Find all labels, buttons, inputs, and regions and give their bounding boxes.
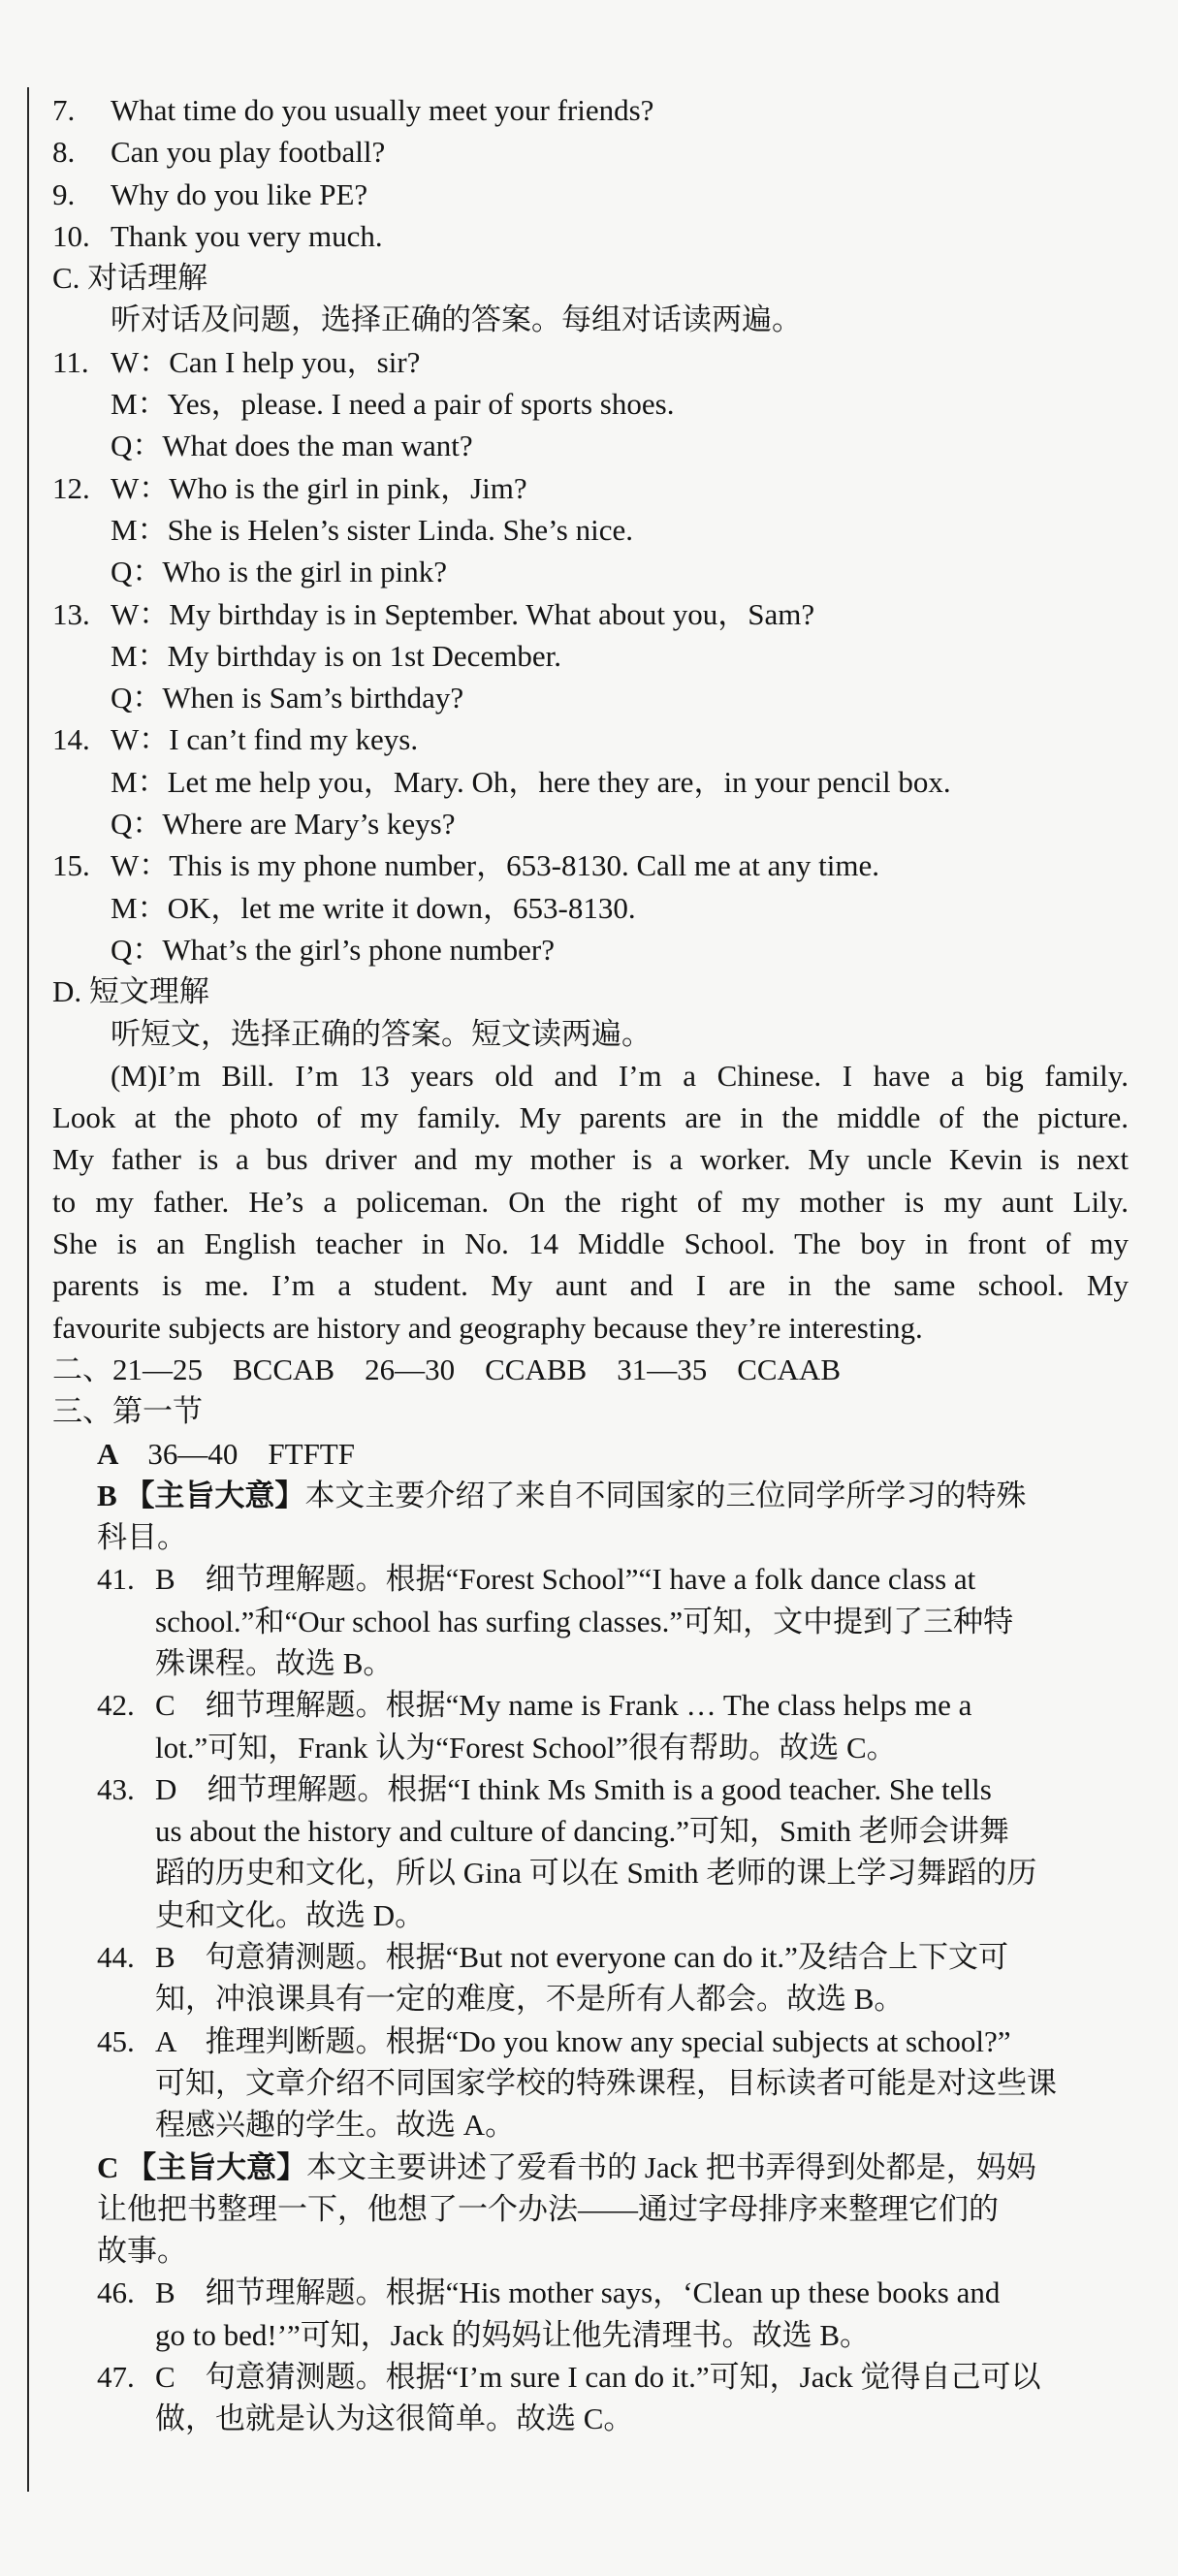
section-c-title: C. 对话理解 — [52, 261, 208, 296]
answer-line: 47. C 句意猜测题。根据“I’m sure I can do it.”可知，Jack 觉得自己可以 — [97, 2360, 1041, 2395]
question-line: 7. What time do you usually meet your friends? — [52, 93, 654, 127]
dialogue-m: M：Let me help you，Mary. Oh，here they are，in your pencil box. — [111, 764, 951, 799]
answer-line: 43. D 细节理解题。根据“I think Ms Smith is a good teacher. She tells — [97, 1771, 992, 1806]
answer-line: 做，也就是认为这很简单。故选 C。 — [155, 2401, 634, 2436]
dialogue-w: 12. W：Who is the girl in pink，Jim? — [52, 470, 527, 505]
answer-line: 44. B 句意猜测题。根据“But not everyone can do it.”及结合上下文可 — [97, 1940, 1008, 1975]
answer-line: 蹈的历史和文化，所以 Gina 可以在 Smith 老师的课上学习舞蹈的历 — [155, 1856, 1037, 1891]
answer-line: 41. B 细节理解题。根据“Forest School”“I have a folk dance class at — [97, 1562, 976, 1597]
part2-answers: 二、21—25 BCCAB 26—30 CCABB 31—35 CCAAB — [52, 1352, 841, 1386]
part3-a-answers: A 36—40 FTFTF — [97, 1436, 355, 1471]
part3-c-summary-cont: 故事。 — [97, 2234, 187, 2269]
dialogue-w: 11. W：Can I help you，sir? — [52, 344, 421, 379]
part3-title: 三、第一节 — [52, 1394, 203, 1429]
dialogue-q: Q：Who is the girl in pink? — [111, 555, 447, 589]
passage-line: Look at the photo of my family. My parents are in the middle of the picture. — [52, 1100, 1129, 1135]
answer-line: 46. B 细节理解题。根据“His mother says，‘Clean up these books and — [97, 2275, 1001, 2310]
dialogue-q: Q：What does the man want? — [111, 429, 473, 463]
passage-line: to my father. He’s a policeman. On the right of my mother is my aunt Lily. — [52, 1184, 1129, 1219]
answer-line: 知，冲浪课具有一定的难度，不是所有人都会。故选 B。 — [155, 1982, 905, 2017]
answer-line: 程感兴趣的学生。故选 A。 — [155, 2108, 516, 2143]
answer-line: school.”和“Our school has surfing classes.”可知，文中提到了三种特 — [155, 1604, 1014, 1638]
part3-b-summary-cont: 科目。 — [97, 1520, 187, 1555]
section-d-instruction: 听短文，选择正确的答案。短文读两遍。 — [111, 1016, 652, 1051]
passage-line: My father is a bus driver and my mother is a worker. My uncle Kevin is next — [52, 1142, 1129, 1177]
part3-c-summary: C 【主旨大意】本文主要讲述了爱看书的 Jack 把书弄得到处都是，妈妈 — [97, 2149, 1036, 2184]
answer-line: 42. C 细节理解题。根据“My name is Frank … The class helps me a — [97, 1688, 972, 1723]
dialogue-m: M：Yes，please. I need a pair of sports shoes. — [111, 387, 675, 422]
answer-line: 45. A 推理判断题。根据“Do you know any special subjects at school?” — [97, 2023, 1011, 2058]
dialogue-q: Q：Where are Mary’s keys? — [111, 807, 456, 842]
dialogue-w: 14. W：I can’t find my keys. — [52, 722, 419, 757]
dialogue-m: M：She is Helen’s sister Linda. She’s nice. — [111, 512, 633, 547]
dialogue-m: M：My birthday is on 1st December. — [111, 638, 561, 673]
question-line: 9. Why do you like PE? — [52, 176, 368, 211]
part3-c-summary-cont: 让他把书整理一下，他想了一个办法——通过字母排序来整理它们的 — [97, 2191, 999, 2226]
section-d-title: D. 短文理解 — [52, 974, 209, 1009]
passage-line: favourite subjects are history and geography because they’re interesting. — [52, 1310, 923, 1345]
left-margin-rule — [27, 87, 29, 2492]
answer-line: lot.”可知，Frank 认为“Forest School”很有帮助。故选 C。 — [155, 1730, 897, 1765]
dialogue-w: 15. W：This is my phone number，653-8130. Call me at any time. — [52, 848, 879, 883]
answer-content — [52, 89, 1129, 2440]
section-c-instruction: 听对话及问题，选择正确的答案。每组对话读两遍。 — [111, 302, 802, 337]
question-line: 8. Can you play football? — [52, 135, 386, 170]
dialogue-q: Q：When is Sam’s birthday? — [111, 681, 464, 716]
part3-b-summary: B 【主旨大意】本文主要介绍了来自不同国家的三位同学所学习的特殊 — [97, 1478, 1027, 1512]
dialogue-m: M：OK，let me write it down，653-8130. — [111, 890, 636, 925]
dialogue-q: Q：What’s the girl’s phone number? — [111, 932, 556, 967]
answer-line: go to bed!’”可知，Jack 的妈妈让他先清理书。故选 B。 — [155, 2317, 871, 2352]
dialogue-w: 13. W：My birthday is in September. What about you，Sam? — [52, 596, 815, 631]
answer-line: 史和文化。故选 D。 — [155, 1897, 426, 1932]
answer-line: 可知，文章介绍不同国家学校的特殊课程，目标读者可能是对这些课 — [155, 2065, 1057, 2100]
passage-line: (M)I’m Bill. I’m 13 years old and I’m a Chinese. I have a big family. — [111, 1058, 1129, 1093]
question-line: 10. Thank you very much. — [52, 218, 383, 253]
passage-line: parents is me. I’m a student. My aunt and I are in the same school. My — [52, 1268, 1129, 1303]
passage-line: She is an English teacher in No. 14 Middle School. The boy in front of my — [52, 1226, 1129, 1261]
answer-line: 殊课程。故选 B。 — [155, 1645, 394, 1680]
answer-line: us about the history and culture of dancing.”可知，Smith 老师会讲舞 — [155, 1814, 1009, 1849]
